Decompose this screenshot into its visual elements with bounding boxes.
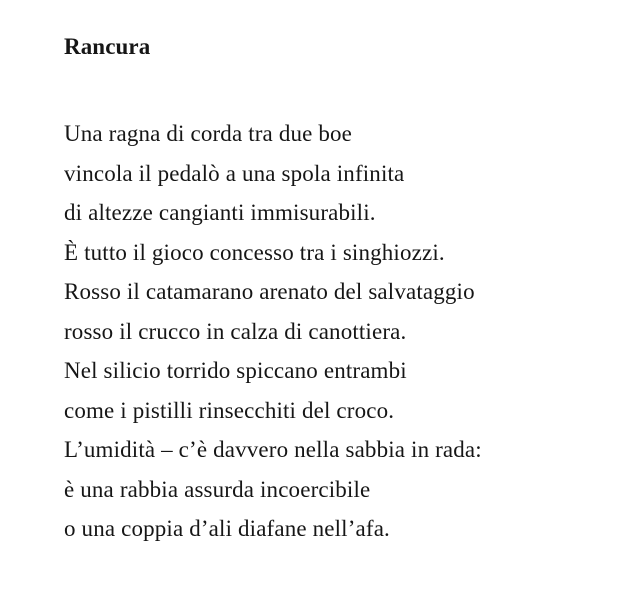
poem-title: Rancura: [64, 34, 151, 59]
poem-line: Nel silicio torrido spiccano entrambi: [64, 358, 407, 383]
poem-line: Una ragna di corda tra due boe: [64, 121, 353, 146]
poem-line: È tutto il gioco concesso tra i singhiozzi.: [64, 239, 445, 265]
poem-line: vincola il pedalò a una spola infinita: [64, 160, 405, 186]
poem-line: o una coppia d’ali diafane nell’afa.: [64, 516, 390, 541]
poem-line: Rosso il catamarano arenato del salvataggio: [64, 279, 475, 304]
poem-line: rosso il crucco in calza di canottiera.: [64, 318, 407, 344]
poem-line: L’umidità – c’è davvero nella sabbia in rada:: [64, 437, 482, 462]
poem-stanza: [64, 114, 482, 549]
poem-line: come i pistilli rinsecchiti del croco.: [64, 397, 395, 423]
poem-line: è una rabbia assurda incoercibile: [64, 476, 371, 502]
poem-line: di altezze cangianti immisurabili.: [64, 200, 376, 225]
